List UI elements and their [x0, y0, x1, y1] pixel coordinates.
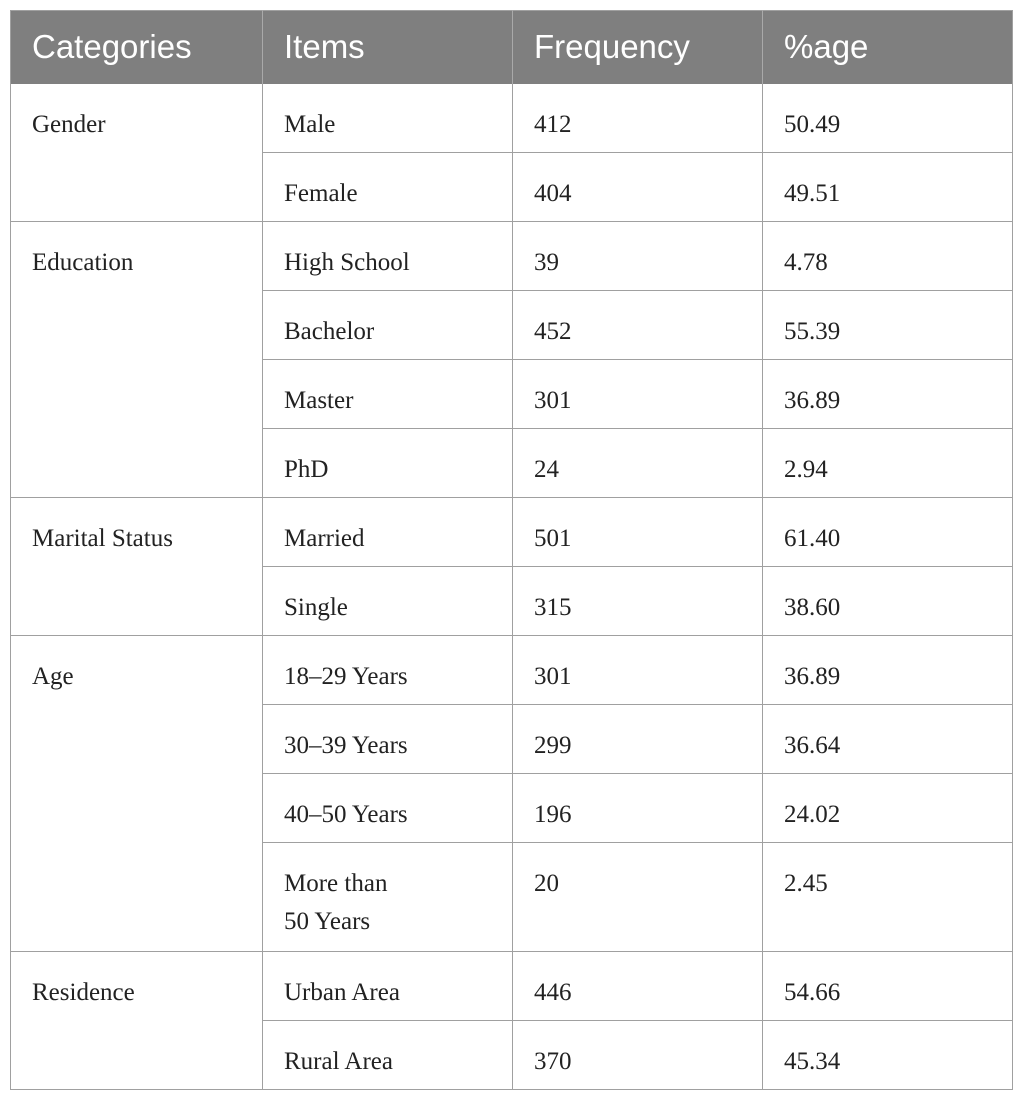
frequency-cell: 24	[513, 429, 763, 498]
category-cell	[11, 705, 263, 774]
category-cell	[11, 567, 263, 636]
percent-cell: 55.39	[763, 291, 1013, 360]
category-cell: Education	[11, 222, 263, 291]
table-row	[11, 1021, 1013, 1090]
frequency-cell: 404	[513, 153, 763, 222]
header-percentage: %age	[763, 11, 1013, 84]
frequency-cell: 370	[513, 1021, 763, 1090]
table-row	[11, 705, 1013, 774]
percent-cell: 2.94	[763, 429, 1013, 498]
item-cell: Rural Area	[263, 1021, 513, 1090]
percent-cell: 36.89	[763, 360, 1013, 429]
item-cell: Male	[263, 84, 513, 153]
table-row	[11, 84, 1013, 153]
item-cell	[263, 843, 513, 952]
category-cell	[11, 429, 263, 498]
frequency-cell: 446	[513, 952, 763, 1021]
frequency-cell: 196	[513, 774, 763, 843]
category-cell: Residence	[11, 952, 263, 1021]
percent-cell: 36.64	[763, 705, 1013, 774]
table-row	[11, 567, 1013, 636]
demographics-table	[10, 10, 1013, 1090]
header-categories: Categories	[11, 11, 263, 84]
table-row	[11, 360, 1013, 429]
category-cell: Age	[11, 636, 263, 705]
category-cell	[11, 360, 263, 429]
percent-cell: 36.89	[763, 636, 1013, 705]
table-row	[11, 429, 1013, 498]
table-row	[11, 774, 1013, 843]
item-cell: PhD	[263, 429, 513, 498]
category-cell	[11, 291, 263, 360]
item-cell: Bachelor	[263, 291, 513, 360]
category-cell	[11, 153, 263, 222]
percent-cell: 2.45	[763, 843, 1013, 952]
table-row	[11, 636, 1013, 705]
frequency-cell: 315	[513, 567, 763, 636]
frequency-cell: 39	[513, 222, 763, 291]
item-cell: 40–50 Years	[263, 774, 513, 843]
item-cell: Female	[263, 153, 513, 222]
category-cell: Marital Status	[11, 498, 263, 567]
item-cell-line: More than	[284, 870, 388, 897]
frequency-cell: 452	[513, 291, 763, 360]
frequency-cell: 20	[513, 843, 763, 952]
frequency-cell: 412	[513, 84, 763, 153]
category-cell	[11, 843, 263, 952]
frequency-cell: 299	[513, 705, 763, 774]
category-cell: Gender	[32, 110, 106, 138]
frequency-cell: 301	[513, 636, 763, 705]
demographics-table-container	[10, 10, 1012, 1090]
percent-cell: 24.02	[763, 774, 1013, 843]
table-row	[11, 952, 1013, 1021]
percent-cell: 38.60	[763, 567, 1013, 636]
table-row	[11, 498, 1013, 567]
item-cell: Single	[263, 567, 513, 636]
percent-cell: 50.49	[763, 84, 1013, 153]
item-cell: Urban Area	[263, 952, 513, 1021]
percent-cell: 4.78	[763, 222, 1013, 291]
percent-cell: 45.34	[763, 1021, 1013, 1090]
table-row	[11, 291, 1013, 360]
item-cell: 18–29 Years	[263, 636, 513, 705]
frequency-cell: 501	[513, 498, 763, 567]
table-row	[11, 843, 1013, 952]
header-frequency: Frequency	[513, 11, 763, 84]
item-cell: Married	[263, 498, 513, 567]
header-items: Items	[263, 11, 513, 84]
percent-cell: 61.40	[763, 498, 1013, 567]
table-body	[11, 84, 1013, 1090]
table-row	[11, 153, 1013, 222]
table-row	[11, 222, 1013, 291]
item-cell: High School	[263, 222, 513, 291]
item-cell-line: 50 Years	[284, 908, 371, 935]
item-cell: 30–39 Years	[263, 705, 513, 774]
table-header	[11, 11, 1013, 84]
header-row	[11, 11, 1013, 84]
category-cell	[11, 1021, 263, 1090]
percent-cell: 49.51	[763, 153, 1013, 222]
frequency-cell: 301	[513, 360, 763, 429]
item-cell: Master	[263, 360, 513, 429]
percent-cell: 54.66	[763, 952, 1013, 1021]
category-cell	[11, 774, 263, 843]
